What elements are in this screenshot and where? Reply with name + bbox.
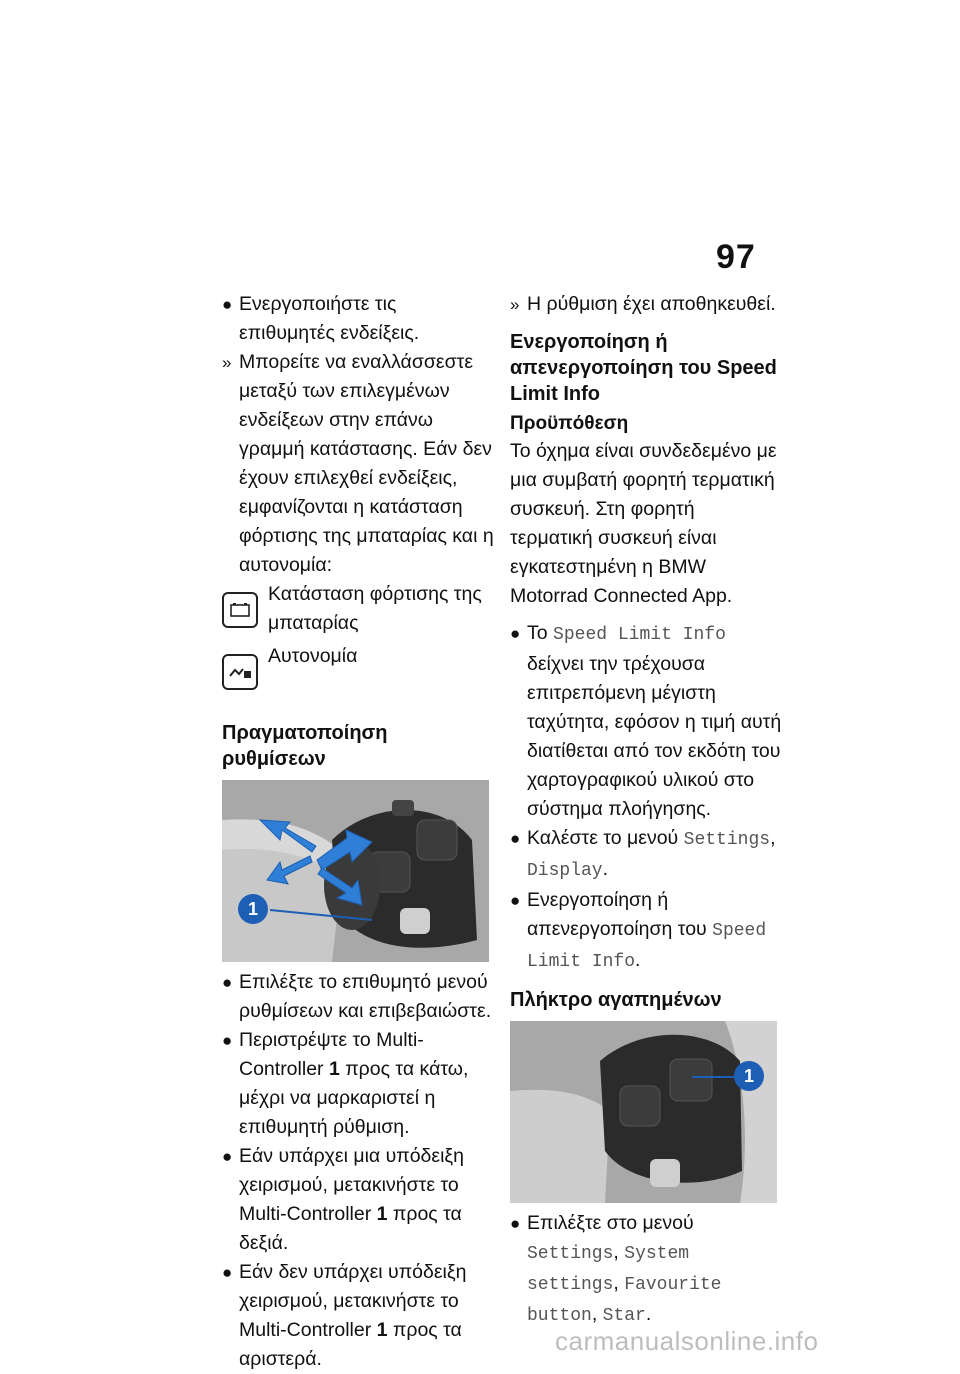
left-column — [222, 290, 494, 1374]
bullet-icon: ● — [222, 1263, 233, 1282]
range-row — [222, 642, 494, 698]
bullet-select-favourite: ● Επιλέξτε στο μενού Settings, System settings, Favourite button, Star. — [510, 1209, 782, 1331]
heading-favourite-button: Πλήκτρο αγαπημένων — [510, 989, 722, 1011]
prerequisite-text: Το όχημα είναι συνδεδεμένο με μια συμβατή φορητή τερματική συσκευή. Στη φορητή τερματική συσκευή είναι εγκατεστημένη η BMW Motorrad Connected App. — [510, 440, 777, 607]
range-icon — [222, 654, 258, 690]
subheading-prerequisite: Προϋπόθεση — [510, 413, 629, 434]
bullet-select-menu: ● Επιλέξτε το επιθυμητό μενού ρυθμίσεων και επιβεβαιώστε. — [222, 968, 494, 1026]
heading-speed-limit: Ενεργοποίηση ή απενεργοποίηση του Speed Limit Info — [510, 331, 777, 405]
bullet-turn-down: ● Περιστρέψτε το Multi-Controller 1 προς τα κάτω, μέχρι να μαρκαριστεί η επιθυμητή ρύθμιση. — [222, 1026, 494, 1142]
bullet-push-right: ● Εάν υπάρχει μια υπόδειξη χειρισμού, μετακινήστε το Multi-Controller 1 προς τα δεξιά. — [222, 1142, 494, 1258]
bullet-icon: ● — [510, 624, 521, 643]
callout-1: 1 — [734, 1061, 764, 1091]
heading-settings: Πραγματοποίηση ρυθμίσεων — [222, 722, 388, 770]
watermark: carmanualsonline.info — [555, 1326, 819, 1356]
bullet-icon: ● — [222, 1031, 233, 1050]
page-number: 97 — [716, 238, 756, 276]
bullet-activate-displays: ● Ενεργοποιήστε τις επιθυμητές ενδείξεις. — [222, 290, 494, 348]
bullet-push-left: ● Εάν δεν υπάρχει υπόδειξη χειρισμού, μετακινήστε το Multi-Controller 1 προς τα αριστερά. — [222, 1258, 494, 1374]
bullet-speed-limit-info: ● Το Speed Limit Info δείχνει την τρέχουσα επιτρεπόμενη μέγιστη ταχύτητα, εφόσον η τιμή αυτή διατίθεται από τον εκδότη του χαρτογραφικού υλικού στο σύστημα πλοήγησης. — [510, 619, 782, 824]
bullet-toggle-speed-limit: ● Ενεργοποίηση ή απενεργοποίηση του Speed Limit Info. — [510, 886, 782, 977]
callout-1: 1 — [238, 894, 268, 924]
bullet-icon: ● — [510, 891, 521, 910]
battery-charge-row — [222, 580, 494, 636]
result-arrow-icon: » — [510, 295, 520, 314]
result-arrow-icon: » — [222, 353, 232, 372]
bullet-icon: ● — [510, 829, 521, 848]
bullet-icon: ● — [222, 973, 233, 992]
range-label: Αυτονομία — [268, 645, 358, 667]
result-saved: » Η ρύθμιση έχει αποθηκευθεί. — [510, 290, 782, 319]
battery-icon — [222, 592, 258, 628]
favourite-button-photo — [510, 1021, 777, 1203]
bullet-icon: ● — [222, 1147, 233, 1166]
bullet-icon: ● — [510, 1214, 521, 1233]
result-switch-displays: » Μπορείτε να εναλλάσσεστε μεταξύ των επιλεγμένων ενδείξεων στην επάνω γραμμή κατάστασης. Εάν δεν έχουν επιλεχθεί ενδείξεις, εμφανίζονται η κατάσταση φόρτισης της μπαταρίας και η αυτονομία: — [222, 348, 494, 580]
battery-label: Κατάσταση φόρτισης της μπαταρίας — [268, 583, 482, 634]
bullet-call-menu: ● Καλέστε το μενού Settings, Display. — [510, 824, 782, 886]
right-column — [510, 290, 782, 1331]
bullet-icon: ● — [222, 295, 233, 314]
multi-controller-photo — [222, 780, 489, 962]
